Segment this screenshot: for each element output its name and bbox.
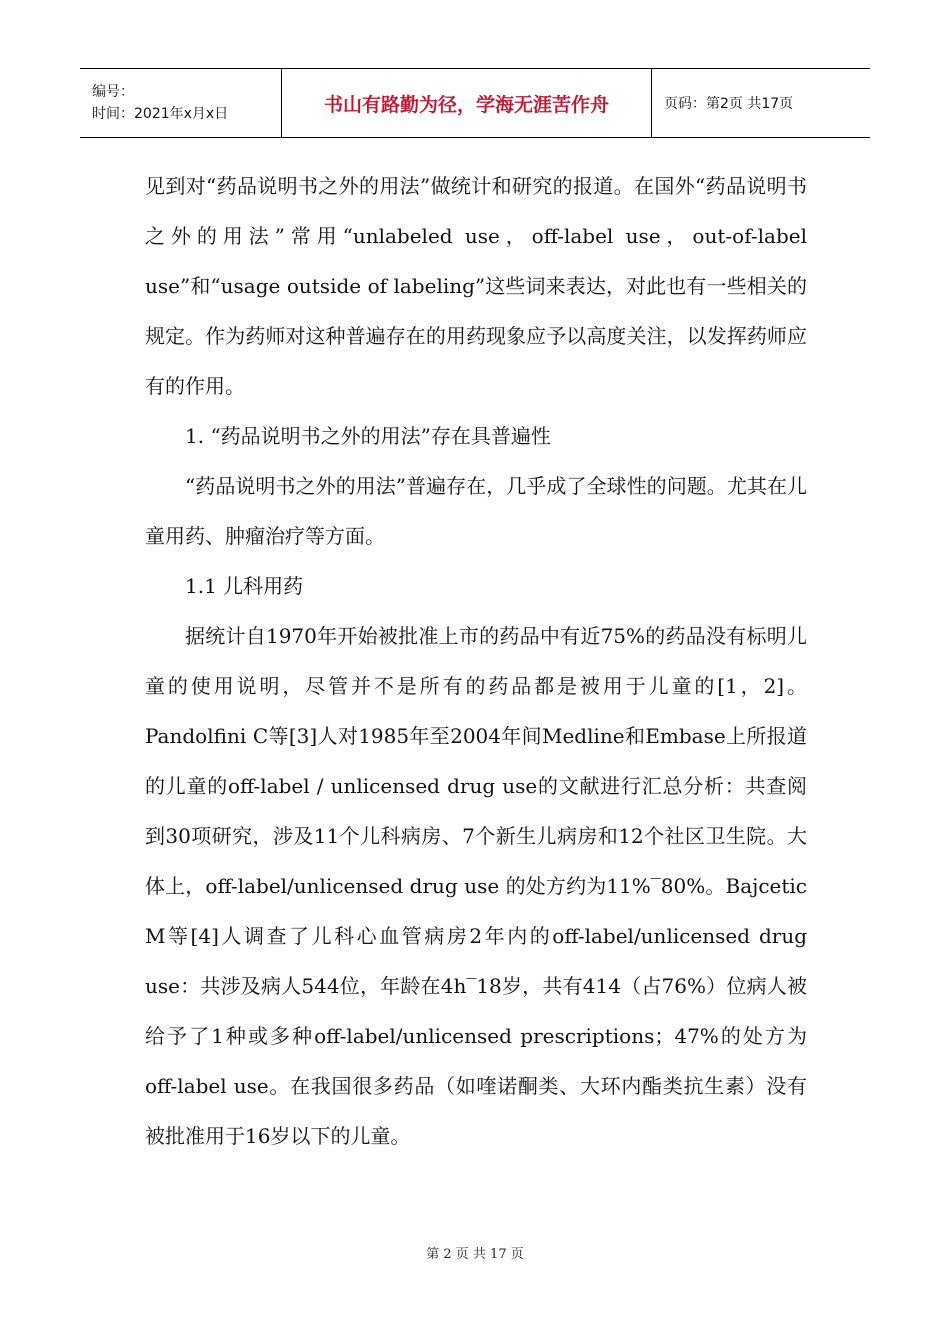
header-motto: 书山有路勤为径，学海无涯苦作舟 [282,69,652,137]
section-heading-1: 1. “药品说明书之外的用法”存在具普遍性 [185,424,551,448]
paragraph-continuation: 见到对“药品说明书之外的用法”做统计和研究的报道。在国外“药品说明书之外的用法”常用“unlabeled use，off-label use，out-of-label use”和“usage outside of labeling”这些词来表达，对此也有一些相关的规定。作为药师对这种普遍存在的用药现象应予以高度关注，以发挥药师应有的作用。 [145,174,807,398]
page-footer: 第 2 页 共 17 页 [426,1247,524,1262]
header-page-info: 页码：第2页 共17页 [664,96,794,112]
paragraph-prevalence: “药品说明书之外的用法”普遍存在，几乎成了全球性的问题。尤其在儿童用药、肿瘤治疗等方面。 [145,474,807,548]
document-number-label: 编号： [92,84,134,100]
document-time-label: 时间：2021年x月x日 [92,106,229,122]
subsection-heading-1-1: 1.1 儿科用药 [185,574,304,598]
paragraph-pediatrics: 据统计自1970年开始被批准上市的药品中有近75%的药品没有标明儿童的使用说明，尽管并不是所有的药品都是被用于儿童的[1，2]。Pandolfini C等[3]人对1985年至2004年间Medline和Embase上所报道的儿童的off-label / unlicensed drug use的文献进行汇总分析：共查阅到30项研究，涉及11个儿科病房、7个新生儿病房和12个社区卫生院。大体上，off-label/unlicensed drug use 的处方约为11%‾80%。Bajcetic M等[4]人调查了儿科心血管病房2年内的off-label/unlicensed drug use：共涉及病人544位，年龄在4h‾18岁，共有414（占76%）位病人被给予了1种或多种off-label/unlicensed prescriptions；47%的处方为off-label use。在我国很多药品（如喹诺酮类、大环内酯类抗生素）没有被批准用于16岁以下的儿童。 [145,624,807,1148]
document-body [145,161,807,1161]
document-header [80,68,870,138]
header-meta [80,69,282,137]
